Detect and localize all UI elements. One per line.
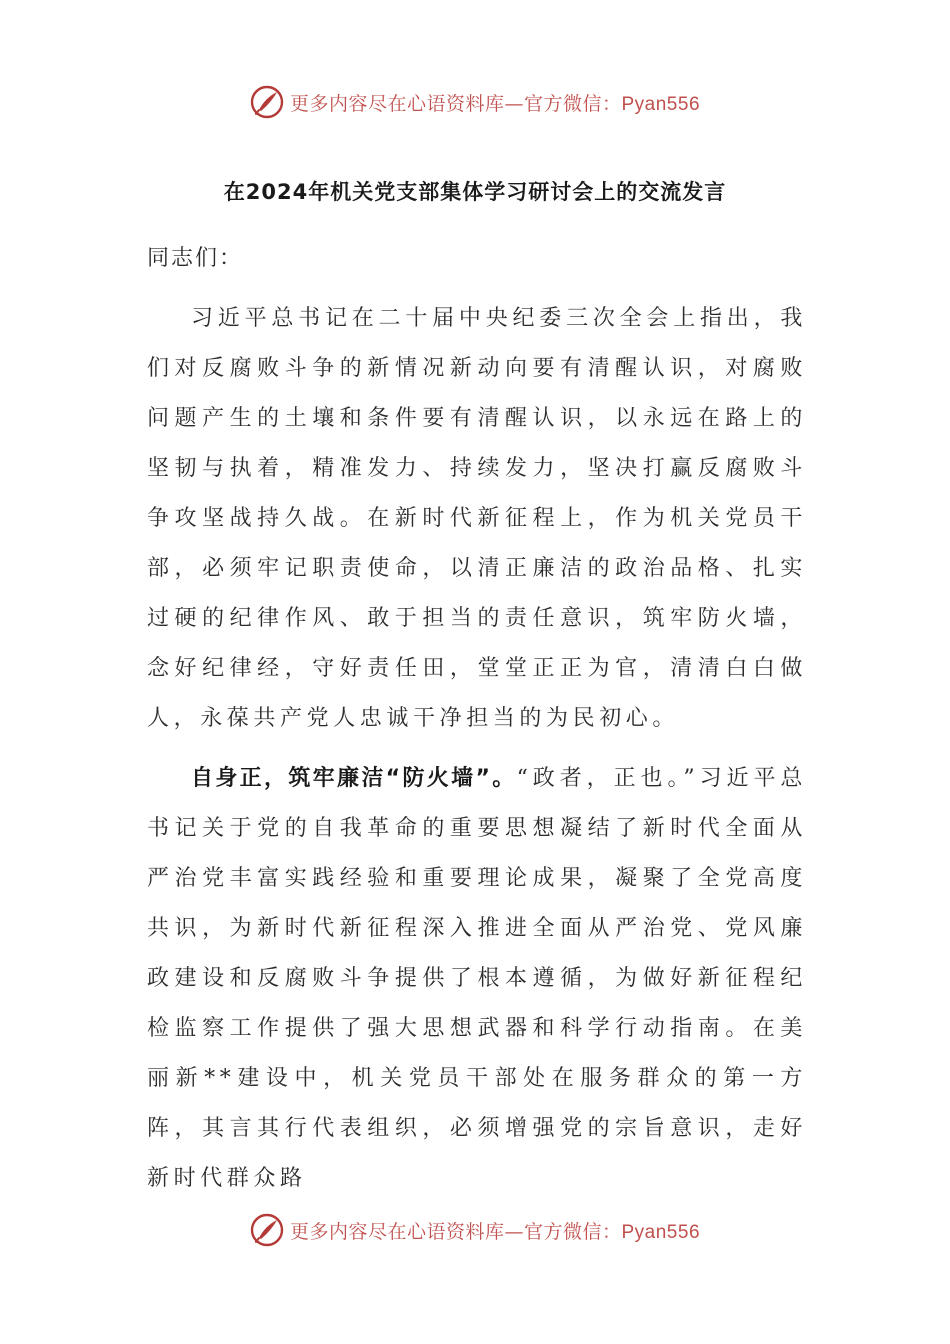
document-title: 在2024年机关党支部集体学习研讨会上的交流发言 [223,180,727,204]
paragraph-1: 习近平总书记在二十届中央纪委三次全会上指出，我们对反腐败斗争的新情况新动向要有清醒认识，对腐败问题产生的土壤和条件要有清醒认识，以永远在路上的坚韧与执着，精准发力、持续发力，坚决打赢反腐败斗争攻坚战持久战。在新时代新征程上，作为机关党员干部，必须牢记职责使命，以清正廉洁的政治品格、扎实过硬的纪律作风、敢于担当的责任意识，筑牢防火墙，念好纪律经，守好责任田，堂堂正正为官，清清白白做人，永葆共产党人忠诚干净担当的为民初心。 [147,306,807,731]
footer-banner [0,1210,950,1250]
paragraph-2-lead: 自身正，筑牢廉洁“防火墙”。 [191,766,517,791]
paragraph-2 [147,754,807,1204]
header-banner [0,82,950,122]
quill-logo-icon [250,1213,284,1247]
header-banner-text: 更多内容尽在心语资料库—官方微信：Pyan556 [289,92,701,115]
footer-banner-text: 更多内容尽在心语资料库—官方微信：Pyan556 [289,1220,701,1243]
paragraph-2-body: “政者，正也。”习近平总书记关于党的自我革命的重要思想凝结了新时代全面从严治党丰富实践经验和重要理论成果，凝聚了全党高度共识，为新时代新征程深入推进全面从严治党、党风廉政建设和反腐败斗争提供了根本遵循，为做好新征程纪检监察工作提供了强大思想武器和科学行动指南。在美丽新**建设中，机关党员干部处在服务群众的第一方阵，其言其行代表组织，必须增强党的宗旨意识，走好新时代群众路 [147,766,807,1191]
quill-logo-icon [250,85,284,119]
document-body [147,234,807,1214]
greeting: 同志们： [147,246,244,271]
